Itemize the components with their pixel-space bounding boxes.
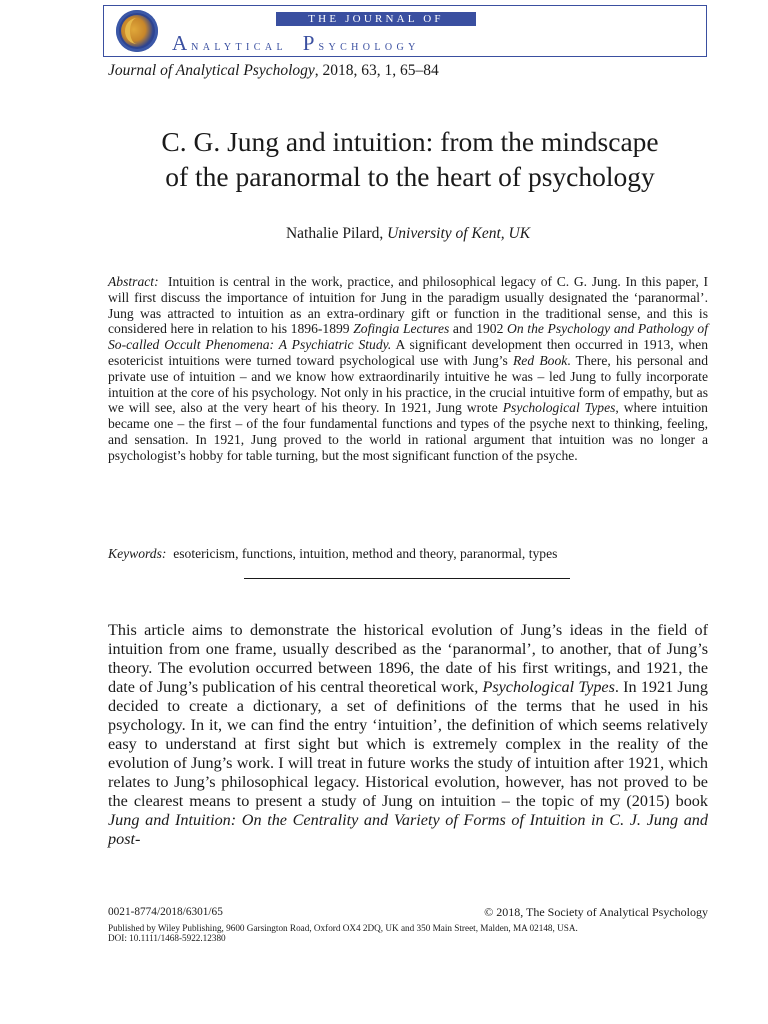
- publisher-address: Published by Wiley Publishing, 9600 Garsington Road, Oxford OX4 2DQ, UK and 350 Main Street, Malden, MA 02148, USA.: [108, 923, 578, 933]
- section-divider: [244, 578, 570, 579]
- keywords-label: Keywords:: [108, 546, 167, 561]
- article-title: [100, 124, 720, 194]
- journal-masthead: [103, 5, 707, 57]
- abstract-label: Abstract:: [108, 274, 159, 289]
- journal-name: Analytical Psychology: [172, 31, 420, 55]
- journal-logo-icon: [116, 10, 158, 52]
- author-name: Nathalie Pilard,: [285, 225, 384, 242]
- abstract: Abstract: Intuition is central in the work, practice, and philosophical legacy of C. G. Jung. In this paper, I will first discuss the importance of intuition for Jung in the paradigm usually designated the ‘paranormal’. Jung was attracted to intuition as an extra-ordinary gift or function in the traditional sense, and this is considered here in relation to his 1896-1899 Zofingia Lectures and 1902 On the Psychology and Pathology of So-called Occult Phenomena: A Psychiatric Study. A significant development then occurred in 1913, when esotericist intuitions were turned toward psychological use with Jung’s Red Book. There, his personal and private use of intuition – and we know how extraordinarily intuitive he was – led Jung to fully incorporate intuition at the core of his psychology. Not only in his practice, in the crucial intuitive form of empathy, but as we will see, also at the very heart of his theory. In 1921, Jung wrote Psychological Types, where intuition became one – the first – of the four fundamental functions and types of the psyche next to thinking, feeling, and sensation. In 1921, Jung proved to the world in rational argument that intuition was no longer a psychologist’s hobby for table turning, but the most significant function of the psyche.: [108, 274, 709, 463]
- title-line-1: C. G. Jung and intuition: from the mindscape: [161, 126, 659, 157]
- copyright-line: © 2018, The Society of Analytical Psychology: [484, 905, 708, 919]
- doi-line: DOI: 10.1111/1468-5922.12380: [108, 933, 226, 943]
- citation-line: Journal of Analytical Psychology, 2018, 63, 1, 65–84: [108, 62, 439, 79]
- author-line: [108, 225, 708, 243]
- keywords: [108, 546, 708, 562]
- title-line-2: of the paranormal to the heart of psychology: [165, 161, 655, 192]
- author-affiliation: University of Kent, UK: [387, 225, 531, 242]
- journal-band: THE JOURNAL OF: [276, 12, 476, 26]
- body-paragraph: This article aims to demonstrate the historical evolution of Jung’s ideas in the field of intuition from one frame, usually described as the ‘paranormal’, to another, that of Jung’s theory. The evolution occurred between 1896, the date of his first writings, and 1921, the date of Jung’s publication of his central theoretical work, Psychological Types. In 1921 Jung decided to create a dictionary, a set of definitions of the terms that he used in his psychology. In it, we can find the entry ‘intuition’, the definition of which seems relatively easy to understand at first sight but which is extremely complex in the reality of the evolution of Jung’s work. I will treat in future works the study of intuition after 1921, which relates to Jung’s philosophical legacy. Historical evolution, however, has not proved to be the clearest means to present a study of Jung on intuition – the topic of my (2015) book Jung and Intuition: On the Centrality and Variety of Forms of Intuition in C. J. Jung and post-: [108, 621, 708, 848]
- issn-line: 0021-8774/2018/6301/65: [108, 906, 223, 918]
- keywords-list: esotericism, functions, intuition, method and theory, paranormal, types: [173, 546, 558, 561]
- publisher-info: [108, 923, 708, 943]
